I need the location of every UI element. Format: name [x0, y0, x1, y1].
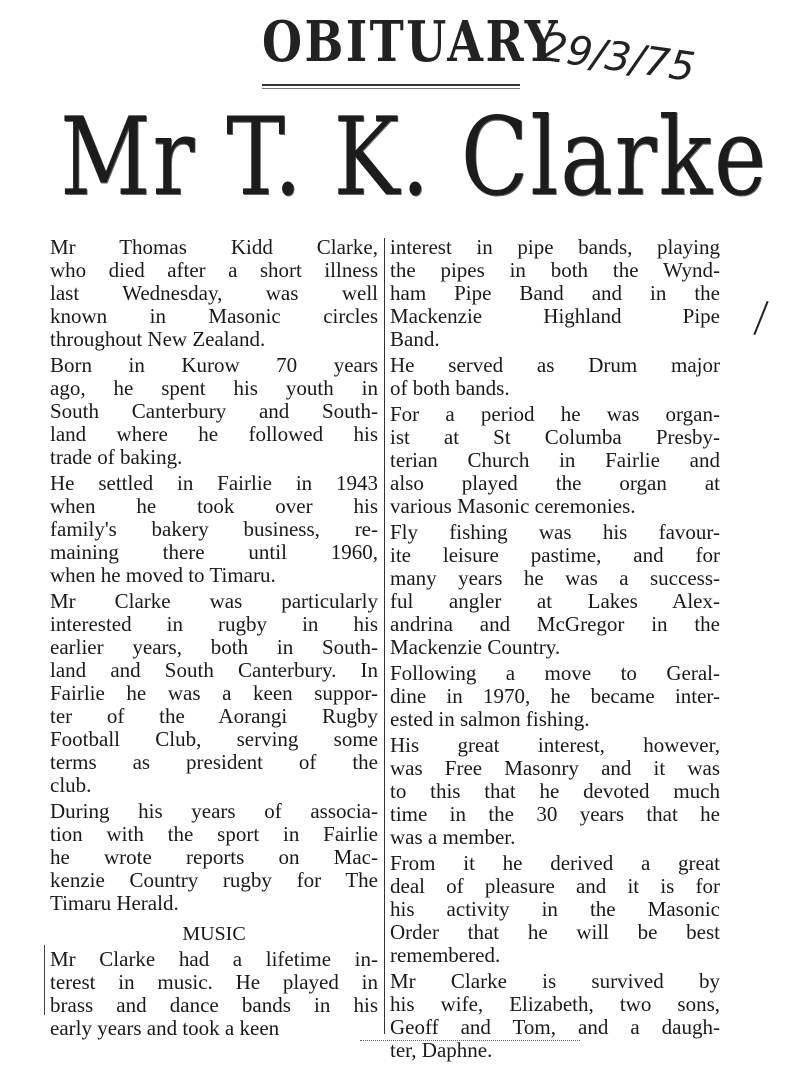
text-line: From it he derived a great — [390, 851, 720, 875]
text-line: ham Pipe Band and in the — [390, 281, 720, 305]
text-line: kenzie Country rugby for The — [50, 868, 378, 892]
text-line: Fairlie he was a keen suppor- — [50, 681, 378, 705]
paragraph — [390, 354, 720, 400]
text-line: last Wednesday, was well — [50, 281, 378, 305]
text-line: terian Church in Fairlie and — [390, 448, 720, 472]
text-line: He settled in Fairlie in 1943 — [50, 471, 378, 495]
text-line: ist at St Columba Presby- — [390, 425, 720, 449]
text-line: interested in rugby in his — [50, 612, 378, 636]
text-line: his wife, Elizabeth, two sons, — [390, 992, 720, 1016]
text-line: andrina and McGregor in the — [390, 612, 720, 636]
music-subhead: MUSIC — [182, 923, 246, 945]
header-rule — [262, 84, 520, 89]
text-line: his activity in the Masonic — [390, 897, 720, 921]
text-line: Following a move to Geral- — [390, 661, 720, 685]
text-line: early years and took a keen — [50, 1016, 280, 1040]
text-line: when he took over his — [50, 494, 378, 518]
left-column — [50, 236, 378, 1043]
text-line: terest in music. He played in — [50, 970, 378, 994]
text-line: Fly fishing was his favour- — [390, 520, 720, 544]
text-line: Football Club, serving some — [50, 727, 378, 751]
text-line: also played the organ at — [390, 471, 720, 495]
text-line: trade of baking. — [50, 445, 183, 469]
text-line: South Canterbury and South- — [50, 399, 378, 423]
paragraph — [50, 800, 378, 915]
text-line: Mr Clarke had a lifetime in- — [50, 947, 378, 971]
text-line: Mr Clarke is survived by — [390, 969, 720, 993]
text-line: For a period he was organ- — [390, 402, 720, 426]
text-line: club. — [50, 773, 92, 797]
text-line: Timaru Herald. — [50, 891, 179, 915]
right-column — [390, 236, 720, 1065]
text-line: many years he was a success- — [390, 566, 720, 590]
text-line: time in the 30 years that he — [390, 802, 720, 826]
text-line: ago, he spent his youth in — [50, 376, 378, 400]
text-line: family's bakery business, re- — [50, 517, 378, 541]
right-body — [390, 236, 720, 1062]
paragraph — [50, 354, 378, 469]
paragraph — [390, 734, 720, 849]
text-line: tion with the sport in Fairlie — [50, 822, 378, 846]
left-body — [50, 236, 378, 915]
pen-mark — [753, 301, 768, 335]
paragraph — [390, 970, 720, 1062]
text-line: ful angler at Lakes Alex- — [390, 589, 720, 613]
text-line: when he moved to Timaru. — [50, 563, 276, 587]
paragraph — [50, 236, 378, 351]
margin-rule — [44, 945, 45, 1015]
handwritten-date: 29/3/75 — [538, 24, 698, 92]
text-line: Mackenzie Country. — [390, 635, 561, 659]
text-line: interest in pipe bands, playing — [390, 235, 720, 259]
column-divider — [384, 238, 385, 1034]
paragraph — [390, 521, 720, 659]
text-line: dine in 1970, he became inter- — [390, 684, 720, 708]
text-line: various Masonic ceremonies. — [390, 494, 636, 518]
paragraph — [50, 948, 378, 1040]
paragraph — [390, 403, 720, 518]
text-line: ter of the Aorangi Rugby — [50, 704, 378, 728]
text-line: Mr Clarke was particularly — [50, 589, 378, 613]
text-line: was a member. — [390, 825, 516, 849]
text-line: ter, Daphne. — [390, 1038, 493, 1062]
text-line: he wrote reports on Mac- — [50, 845, 378, 869]
paragraph — [390, 236, 720, 351]
section-label: OBITUARY — [262, 9, 560, 75]
text-line: land where he followed his — [50, 422, 378, 446]
text-line: known in Masonic circles — [50, 304, 378, 328]
text-line: earlier years, both in South- — [50, 635, 378, 659]
text-line: During his years of associa- — [50, 799, 378, 823]
left-after-body — [50, 948, 378, 1040]
text-line: brass and dance bands in his — [50, 993, 378, 1017]
bottom-rule — [360, 1040, 580, 1041]
paragraph — [50, 590, 378, 797]
text-line: to this that he devoted much — [390, 779, 720, 803]
text-line: deal of pleasure and it is for — [390, 874, 720, 898]
text-line: maining there until 1960, — [50, 540, 378, 564]
text-line: who died after a short illness — [50, 258, 378, 282]
text-line: Order that he will be best — [390, 920, 720, 944]
text-line: Mr Thomas Kidd Clarke, — [50, 235, 378, 259]
text-line: Mackenzie Highland Pipe — [390, 304, 720, 328]
paragraph — [390, 852, 720, 967]
paragraph — [50, 472, 378, 587]
text-line: throughout New Zealand. — [50, 327, 266, 351]
text-line: ested in salmon fishing. — [390, 707, 590, 731]
text-line: Band. — [390, 327, 440, 351]
text-line: Geoff and Tom, and a daugh- — [390, 1015, 720, 1039]
text-line: remembered. — [390, 943, 501, 967]
paragraph — [390, 662, 720, 731]
text-line: He served as Drum major — [390, 353, 720, 377]
obituary-headline: Mr T. K. Clarke — [60, 95, 768, 220]
text-line: the pipes in both the Wynd- — [390, 258, 720, 282]
text-line: terms as president of the — [50, 750, 378, 774]
text-line: was Free Masonry and it was — [390, 756, 720, 780]
text-line: Born in Kurow 70 years — [50, 353, 378, 377]
text-line: His great interest, however, — [390, 733, 720, 757]
text-line: ite leisure pastime, and for — [390, 543, 720, 567]
text-line: land and South Canterbury. In — [50, 658, 378, 682]
text-line: of both bands. — [390, 376, 510, 400]
